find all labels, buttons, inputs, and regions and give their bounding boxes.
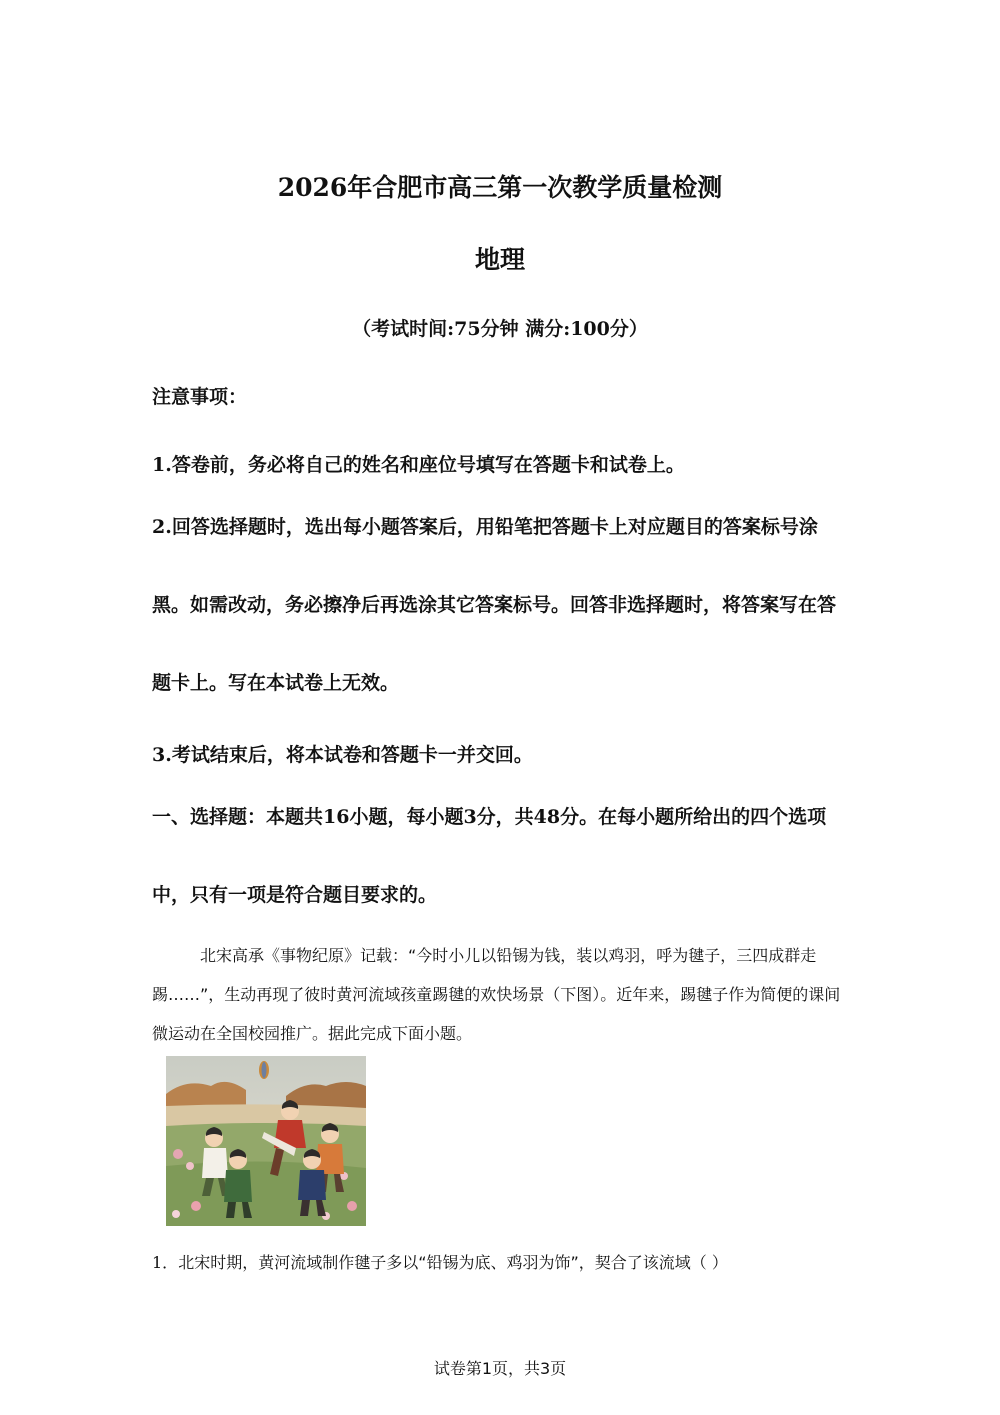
notice-item-3: 3.考试结束后，将本试卷和答题卡一并交回。: [152, 744, 533, 766]
notice-item-2: [152, 517, 852, 722]
question-1-text: 北宋时期，黄河流域制作毽子多以“铅锡为底、鸡羽为饰”，契合了该流域（ ）: [178, 1253, 728, 1272]
notice-item-1: 1.答卷前，务必将自己的姓名和座位号填写在答题卡和试卷上。: [152, 454, 685, 476]
page-footer: 试卷第1页，共3页: [433, 1359, 567, 1378]
illustration-image: [166, 1056, 366, 1226]
notice-item-2-text: 2.回答选择题时，选出每小题答案后，用铅笔把答题卡上对应题目的答案标号涂黑。如需改动，务必擦净后再选涂其它答案标号。回答非选择题时，将答案写在答题卡上。写在本试卷上无效。: [152, 516, 837, 694]
notice-heading: 注意事项：: [152, 386, 248, 408]
section-heading: [152, 807, 852, 934]
question-1: [152, 1250, 728, 1273]
section-heading-text: 一、选择题：本题共16小题，每小题3分，共48分。在每小题所给出的四个选项中，只有一项是符合题目要求的。: [152, 806, 827, 906]
jianzi-illustration: [166, 1056, 366, 1226]
exam-title: 2026年合肥市高三第一次教学质量检测: [277, 173, 723, 202]
exam-info: （考试时间:75分钟 满分:100分）: [352, 318, 648, 340]
question-1-number: 1．: [152, 1253, 179, 1272]
shuttlecock: [259, 1061, 269, 1079]
subject-title: 地理: [474, 245, 525, 274]
reading-passage: 北宋高承《事物纪原》记载：“今时小儿以铅锡为钱，装以鸡羽，呼为毽子，三四成群走踢……”，生动再现了彼时黄河流域孩童踢毽的欢快场景（下图）。近年来，踢毽子作为简便的课间微运动在全国校园推广。据此完成下面小题。: [152, 946, 841, 1043]
